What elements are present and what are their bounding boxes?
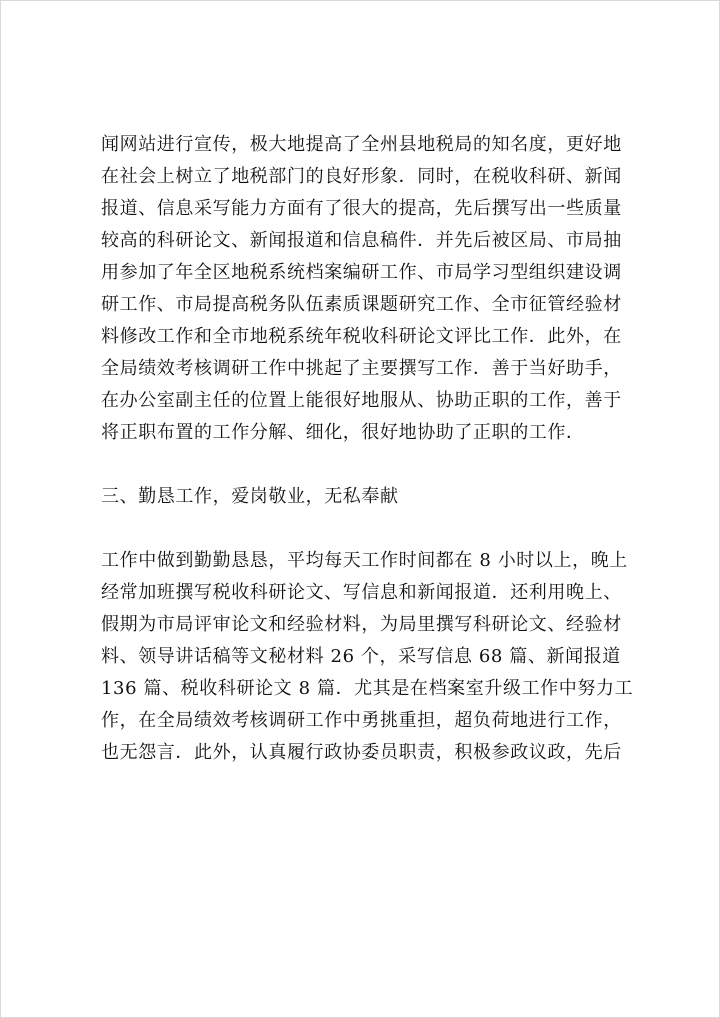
text-line: 将正职布置的工作分解、细化，很好地协助了正职的工作． [101, 422, 585, 443]
text-line: 经常加班撰写税收科研论文、写信息和新闻报道．还利用晚上、 [101, 582, 622, 603]
text-line: 也无怨言．此外，认真履行政协委员职责，积极参政议政，先后 [101, 742, 622, 763]
text-line: 料修改工作和全市地税系统年税收科研论文评比工作．此外，在 [101, 326, 622, 347]
text-line: 工作中做到勤勤恳恳，平均每天工作时间都在 8 小时以上，晚上 [101, 550, 628, 571]
paragraph-publicity-and-writing [101, 129, 641, 449]
text-line: 全局绩效考核调研工作中挑起了主要撰写工作．善于当好助手， [101, 358, 622, 379]
text-line: 用参加了年全区地税系统档案编研工作、市局学习型组织建设调 [101, 262, 622, 283]
text-line: 在办公室副主任的位置上能很好地服从、协助正职的工作，善于 [101, 390, 622, 411]
paragraph-spacer [101, 449, 641, 481]
paragraph-diligent-work [101, 545, 641, 769]
section-heading-3: 三、勤恳工作，爱岗敬业，无私奉献 [101, 486, 399, 507]
paragraph-spacer [101, 513, 641, 545]
text-line: 闻网站进行宣传，极大地提高了全州县地税局的知名度，更好地 [101, 134, 622, 155]
document-content [101, 129, 641, 769]
text-line: 在社会上树立了地税部门的良好形象．同时，在税收科研、新闻 [101, 166, 622, 187]
text-line: 136 篇、税收科研论文 8 篇．尤其是在档案室升级工作中努力工 [101, 678, 634, 699]
text-line: 作，在全局绩效考核调研工作中勇挑重担，超负荷地进行工作， [101, 710, 622, 731]
text-line: 料、领导讲话稿等文秘材料 26 个，采写信息 68 篇、新闻报道 [101, 646, 621, 667]
text-line: 较高的科研论文、新闻报道和信息稿件．并先后被区局、市局抽 [101, 230, 622, 251]
text-line: 假期为市局评审论文和经验材料，为局里撰写科研论文、经验材 [101, 614, 622, 635]
text-line: 报道、信息采写能力方面有了很大的提高，先后撰写出一些质量 [101, 198, 622, 219]
text-line: 研工作、市局提高税务队伍素质课题研究工作、全市征管经验材 [101, 294, 622, 315]
